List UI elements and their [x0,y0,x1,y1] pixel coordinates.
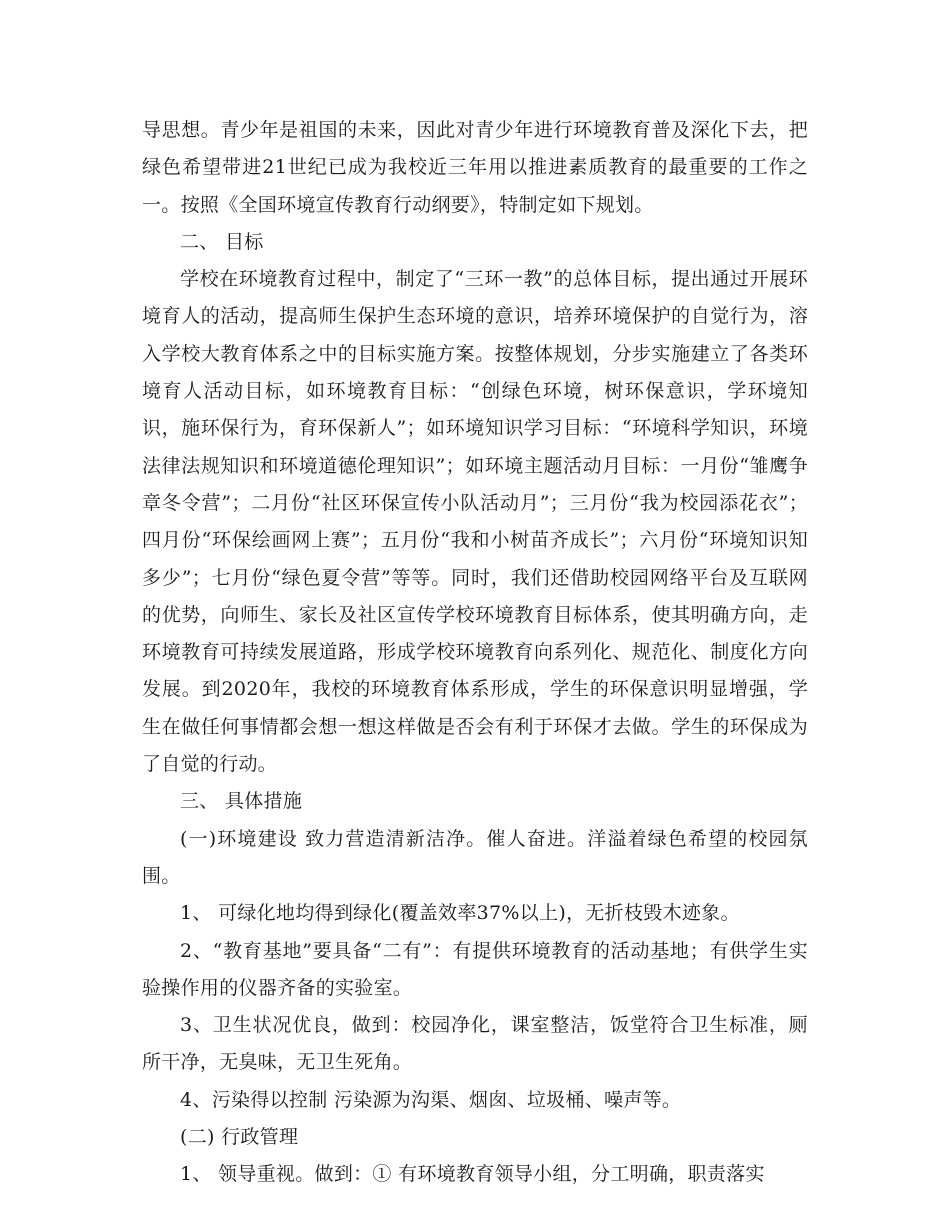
list-item-pollution-control: 4、污染得以控制 污染源为沟渠、烟囱、垃圾桶、噪声等。 [180,1088,682,1111]
list-item-hygiene: 3、卫生状况优良，做到：校园净化，课室整洁，饭堂符合卫生标准，厕所干净，无臭味，无卫生死角。 [142,1014,808,1074]
paragraph-goals: 学校在环境教育过程中，制定了“三环一教”的总体目标，提出通过开展环境育人的活动，提高师生保护生态环境的意识，培养环境保护的自觉行为，溶入学校大教育体系之中的目标实施方案。按整体规划，分步实施建立了各类环境育人活动目标，如环境教育目标：“创绿色环境，树环保意识，学环境知识，施环保行为，育环保新人”；如环境知识学习目标：“环境科学知识，环境法律法规知识和环境道德伦理知识”；如环境主题活动月目标：一月份“雏鹰争章冬令营”；二月份“社区环保宣传小队活动月”；三月份“我为校园添花衣”；四月份“环保绘画网上赛”；五月份“我和小树苗齐成长”；六月份“环境知识知多少”；七月份“绿色夏令营”等等。同时，我们还借助校园网络平台及互联网的优势，向师生、家长及社区宣传学校环境教育目标体系，使其明确方向，走环境教育可持续发展道路，形成学校环境教育向系列化、规范化、制度化方向发展。到2020年，我校的环境教育体系形成，学生的环保意识明显增强，学生在做任何事情都会想一想这样做是否会有利于环保才去做。学生的环保成为了自觉的行动。 [142,268,808,776]
paragraph-intro-continuation: 导思想。青少年是祖国的未来，因此对青少年进行环境教育普及深化下去，把绿色希望带进21世纪已成为我校近三年用以推进素质教育的最重要的工作之一。按照《全国环境宣传教育行动纲要》，特制定如下规划。 [142,119,808,216]
list-item-education-base: 2、“教育基地”要具备“二有”：有提供环境教育的活动基地；有供学生实验操作用的仪器齐备的实验室。 [142,939,808,999]
list-item-greening: 1、 可绿化地均得到绿化(覆盖效率37%以上)，无折枝毁木迹象。 [180,902,740,925]
subheading-environment-construction: (一)环境建设 致力营造清新洁净。催人奋进。洋溢着绿色希望的校园氛围。 [142,827,808,887]
list-item-leadership: 1、 领导重视。做到：① 有环境教育领导小组，分工明确，职责落实 [180,1163,765,1186]
subheading-administration: (二) 行政管理 [180,1126,299,1149]
heading-measures: 三、 具体措施 [180,790,303,813]
heading-goals: 二、 目标 [180,230,264,253]
